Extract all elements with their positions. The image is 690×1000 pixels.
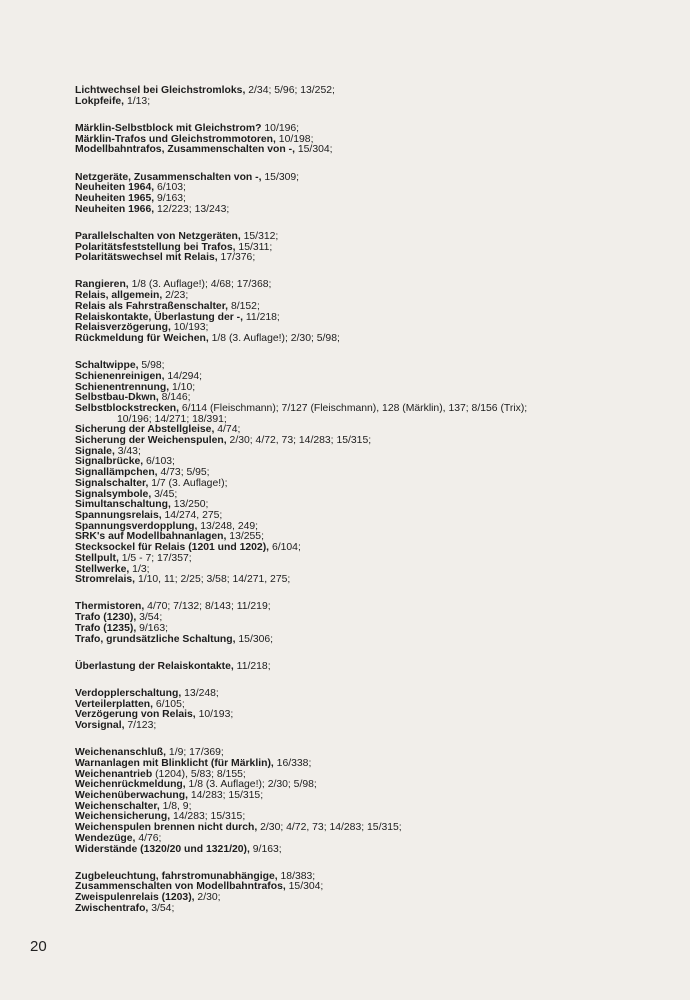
index-term: Netzgeräte, Zusammenschalten von -, <box>75 171 262 183</box>
index-term: Rangieren, <box>75 279 129 291</box>
index-reference: (1204), 5/83; 8/155; <box>152 768 246 780</box>
index-term: Trafo (1235), <box>75 622 137 634</box>
index-term: Zweispulenrelais (1203), <box>75 892 195 904</box>
index-group <box>75 602 675 645</box>
index-entry <box>75 662 675 673</box>
index-reference: 2/30; <box>194 892 221 904</box>
index-entry <box>75 253 675 264</box>
index-reference: 13/250; <box>170 499 209 511</box>
index-entry <box>75 602 675 613</box>
index-list <box>75 86 675 931</box>
index-reference: 6/103; <box>154 182 186 194</box>
index-term: Polaritätswechsel mit Relais, <box>75 252 218 264</box>
index-reference: 1/5 - 7; 17/357; <box>118 552 192 564</box>
index-reference: 11/218; <box>243 311 280 323</box>
index-reference: 5/98; <box>138 360 165 372</box>
index-reference: 6/105; <box>152 698 185 710</box>
index-reference: 14/283; 15/315; <box>170 811 246 823</box>
index-reference: 2/30; 4/72, 73; 14/283; 15/315; <box>226 435 372 447</box>
index-term: Polaritätsfeststellung bei Trafos, <box>75 241 236 253</box>
index-group <box>75 232 675 264</box>
index-reference: 6/114 (Fleischmann); 7/127 (Fleischmann), 128 (Märklin), 137; 8/156 (Trix); <box>178 402 528 414</box>
index-term: Relais, allgemein, <box>75 290 163 302</box>
index-entry <box>75 334 675 345</box>
index-reference: 13/248; <box>181 687 219 699</box>
index-reference: 12/223; 13/243; <box>154 203 230 215</box>
index-reference: 3/54; <box>136 612 163 624</box>
index-entry <box>75 904 675 915</box>
index-term: Weichenantrieb <box>75 768 153 780</box>
index-reference: 2/23; <box>162 290 189 302</box>
index-term: Märklin-Selbstblock mit Gleichstrom? <box>75 122 262 134</box>
index-term: Schienenreinigen, <box>75 370 165 382</box>
index-term: Signalschalter, <box>75 477 149 489</box>
index-reference: 13/248, 249; <box>197 520 259 532</box>
index-group <box>75 361 675 586</box>
index-term: Weichenüberwachung, <box>75 790 188 802</box>
index-term: Spannungsverdopplung, <box>75 520 198 532</box>
index-reference: 1/10, 11; 2/25; 3/58; 14/271, 275; <box>135 574 291 586</box>
index-reference: 3/45; <box>151 488 178 500</box>
index-term: Widerstände (1320/20 und 1321/20), <box>75 843 250 855</box>
index-reference: 11/218; <box>233 660 271 672</box>
index-reference: 15/304; <box>285 881 324 893</box>
index-reference: 13/255; <box>226 531 264 543</box>
index-term: Verzögerung von Relais, <box>75 709 196 721</box>
index-entry <box>75 710 675 721</box>
index-reference: 17/376; <box>217 252 256 264</box>
index-group <box>75 662 675 673</box>
index-term: Vorsignal, <box>75 720 125 732</box>
index-term: Weichenspulen brennen nicht durch, <box>75 822 258 834</box>
index-term: Warnanlagen mit Blinklicht (für Märklin), <box>75 757 274 769</box>
index-term: Stromrelais, <box>75 574 136 586</box>
index-term: Neuheiten 1964, <box>75 182 155 194</box>
index-term: Selbstbau-Dkwn, <box>75 392 159 404</box>
index-term: Wendezüge, <box>75 832 136 844</box>
index-term: SRK's auf Modellbahnanlagen, <box>75 531 227 543</box>
index-term: Überlastung der Relaiskontakte, <box>75 660 234 672</box>
index-entry <box>75 721 675 732</box>
index-term: Relais als Fahrstraßenschalter, <box>75 300 229 312</box>
index-reference: 1/8 (3. Auflage!); 4/68; 17/368; <box>128 279 272 291</box>
index-reference: 1/9; 17/369; <box>166 747 224 759</box>
index-term: Weichenrückmeldung, <box>75 779 186 791</box>
index-term: Weichenanschluß, <box>75 747 167 759</box>
index-reference: 15/311; <box>235 241 273 253</box>
index-term: Zusammenschalten von Modellbahntrafos, <box>75 881 286 893</box>
index-reference: 3/43; <box>114 445 141 457</box>
index-term: Lichtwechsel bei Gleichstromloks, <box>75 85 246 96</box>
index-reference: 7/123; <box>124 720 157 732</box>
index-reference: 10/198; <box>275 133 314 145</box>
index-term: Simultanschaltung, <box>75 499 171 511</box>
index-term: Trafo (1230), <box>75 612 137 624</box>
index-term: Signale, <box>75 445 115 457</box>
index-term: Neuheiten 1966, <box>75 203 155 215</box>
index-reference: 10/193; <box>170 322 209 334</box>
index-reference: 15/312; <box>240 230 279 242</box>
index-entry <box>75 845 675 856</box>
index-term: Weichenschalter, <box>75 800 160 812</box>
index-reference: 4/70; 7/132; 8/143; 11/219; <box>144 601 271 613</box>
index-term: Zugbeleuchtung, fahrstromunabhängige, <box>75 870 278 882</box>
index-term: Selbstblockstrecken, <box>75 402 179 414</box>
index-reference: 8/152; <box>228 300 260 312</box>
index-reference: 8/146; <box>158 392 191 404</box>
index-term: Stecksockel für Relais (1201 und 1202), <box>75 542 270 554</box>
index-entry <box>75 86 675 97</box>
index-term: Schaltwippe, <box>75 360 139 372</box>
index-reference: 2/34; 5/96; 13/252; <box>245 85 335 96</box>
index-group <box>75 280 675 344</box>
index-reference: 14/274, 275; <box>161 510 223 521</box>
index-reference: 1/8, 9; <box>159 800 192 812</box>
index-term: Stellpult, <box>75 552 119 564</box>
index-term: Rückmeldung für Weichen, <box>75 332 209 344</box>
index-term: Relaisverzögerung, <box>75 322 171 334</box>
index-entry <box>75 823 675 834</box>
index-term: Thermistoren, <box>75 601 145 613</box>
index-reference: 3/54; <box>148 902 175 914</box>
index-reference: 10/196; <box>261 122 300 134</box>
index-reference: 4/73; 5/95; <box>157 467 210 479</box>
index-entry <box>75 205 675 216</box>
index-reference: 4/76; <box>135 832 162 844</box>
index-term: Modellbahntrafos, Zusammenschalten von -, <box>75 144 295 156</box>
index-entry <box>75 635 675 646</box>
index-reference: 16/338; <box>273 757 312 769</box>
index-entry <box>75 145 675 156</box>
index-term: Neuheiten 1965, <box>75 192 155 204</box>
index-term: Verteilerplatten, <box>75 698 153 710</box>
index-reference: 1/10; <box>169 381 196 393</box>
index-reference: 1/8 (3. Auflage!); 2/30; 5/98; <box>208 332 340 344</box>
index-term: Zwischentrafo, <box>75 902 149 914</box>
index-reference: 6/103; <box>143 456 175 468</box>
index-group <box>75 689 675 732</box>
index-term: Weichensicherung, <box>75 811 171 823</box>
index-term: Märklin-Trafos und Gleichstrommotoren, <box>75 133 276 145</box>
index-reference: 6/104; <box>269 542 301 554</box>
index-reference: 15/309; <box>261 171 300 183</box>
index-reference: 4/74; <box>214 424 241 436</box>
index-reference: 1/13; <box>124 95 151 107</box>
index-reference: 1/8 (3. Auflage!); 2/30; 5/98; <box>185 779 317 791</box>
index-term: Relaiskontakte, Überlastung der -, <box>75 311 244 323</box>
index-term: Sicherung der Weichenspulen, <box>75 435 227 447</box>
index-reference: 15/306; <box>235 633 274 645</box>
index-reference: 10/193; <box>195 709 234 721</box>
index-term: Spannungsrelais, <box>75 510 162 521</box>
page-number: 20 <box>30 938 47 955</box>
index-reference: 15/304; <box>294 144 333 156</box>
index-term: Lokpfeife, <box>75 95 125 107</box>
index-group <box>75 748 675 855</box>
index-entry <box>75 554 675 565</box>
index-reference: 18/383; <box>277 870 316 882</box>
index-group <box>75 173 675 216</box>
index-term: Trafo, grundsätzliche Schaltung, <box>75 633 236 645</box>
index-term: Signallämpchen, <box>75 467 158 479</box>
index-reference: 9/163; <box>136 622 168 634</box>
index-term: Signalsymbole, <box>75 488 152 500</box>
index-reference: 1/7 (3. Auflage!); <box>148 477 228 489</box>
index-term: Sicherung der Abstellgleise, <box>75 424 215 436</box>
index-term: Schienentrennung, <box>75 381 170 393</box>
index-term: Parallelschalten von Netzgeräten, <box>75 230 241 242</box>
index-reference: 9/163; <box>154 192 186 204</box>
index-reference: 14/283; 15/315; <box>187 790 264 802</box>
index-reference: 14/294; <box>164 370 203 382</box>
index-entry <box>75 97 675 108</box>
index-term: Stellwerke, <box>75 563 130 575</box>
index-entry <box>75 436 675 447</box>
index-term: Signalbrücke, <box>75 456 144 468</box>
index-reference: 9/163; <box>249 843 282 855</box>
index-reference: 1/3; <box>129 563 150 575</box>
index-reference: 10/196; 14/271; 18/391; <box>117 413 227 425</box>
index-term: Verdopplerschaltung, <box>75 687 182 699</box>
index-group <box>75 124 675 156</box>
index-group <box>75 872 675 915</box>
index-entry <box>75 575 675 586</box>
index-reference: 2/30; 4/72, 73; 14/283; 15/315; <box>257 822 402 834</box>
index-group <box>75 86 675 107</box>
